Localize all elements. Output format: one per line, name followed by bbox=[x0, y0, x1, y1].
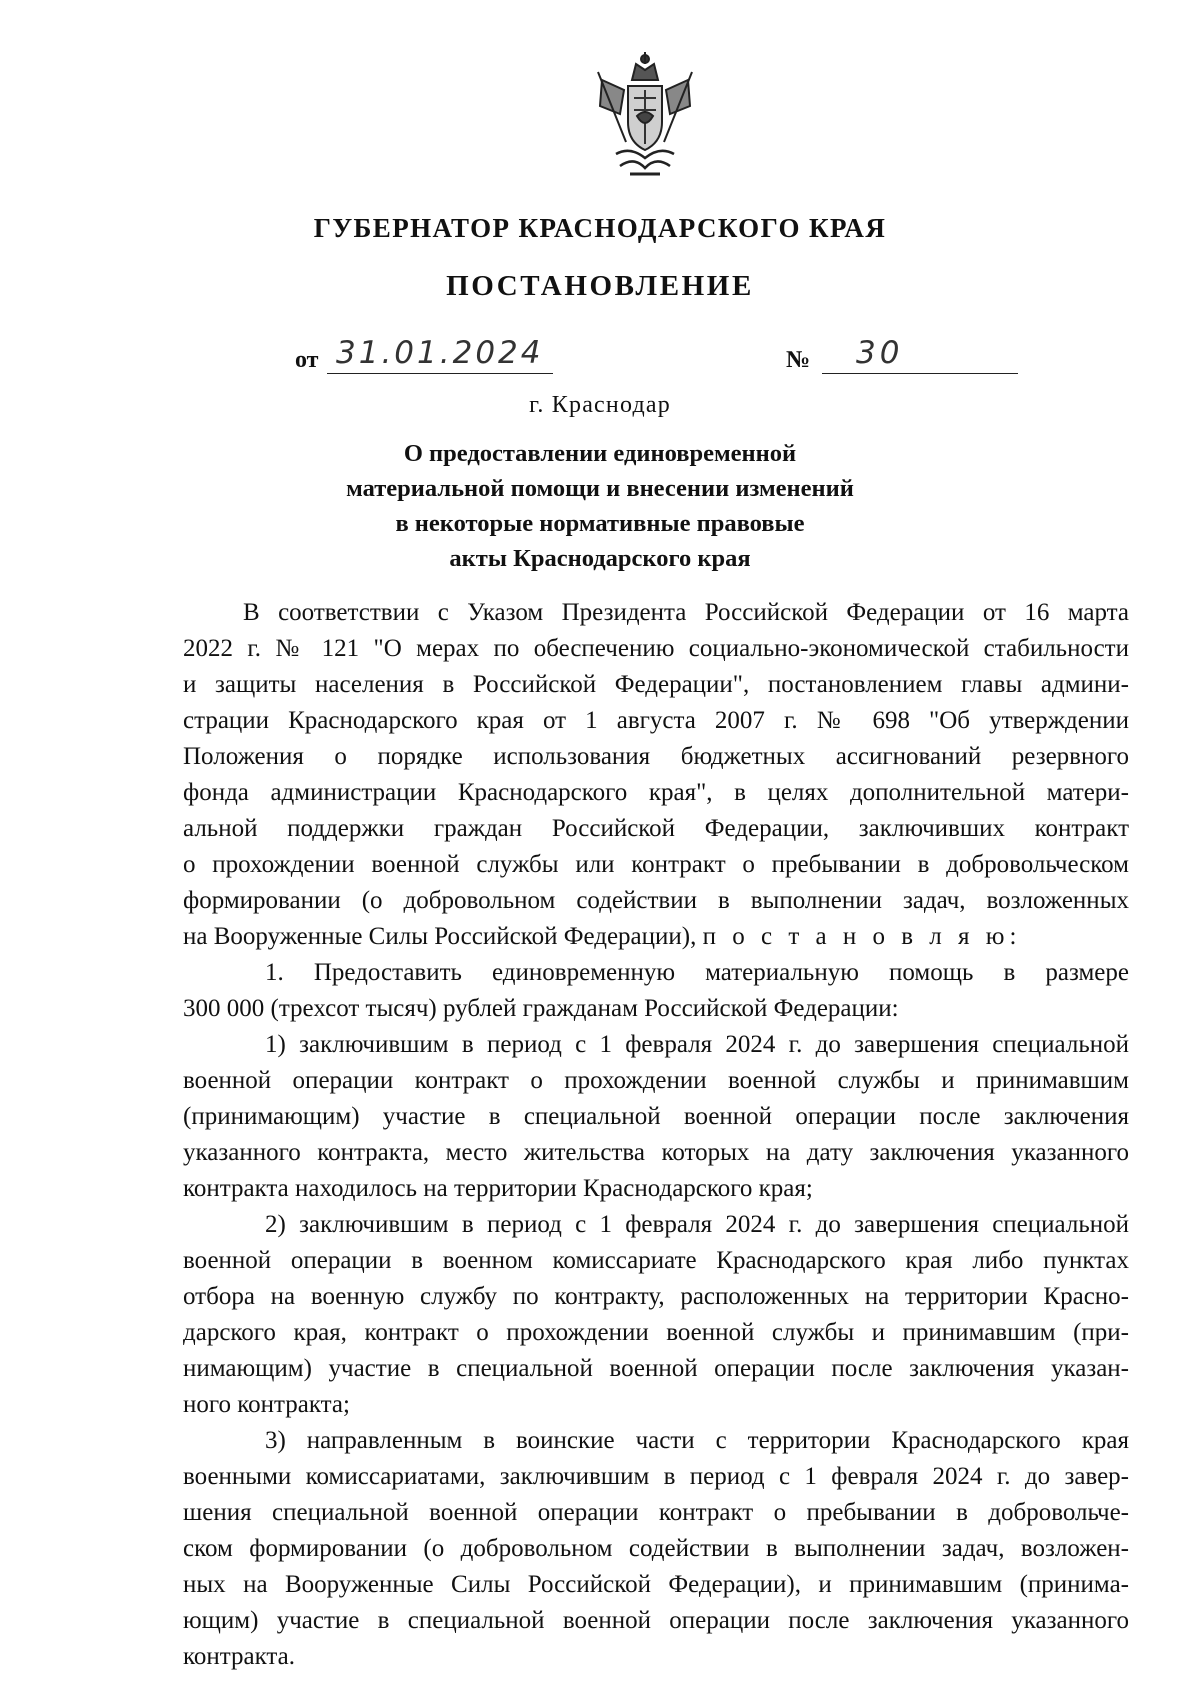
body-line: военными комиссариатами, заключившим в период с 1 февраля 2024 г. до завер- bbox=[183, 1463, 1129, 1490]
body-line: страции Краснодарского края от 1 августа 2007 г. № 698 "Об утверждении bbox=[183, 707, 1129, 734]
date-underline bbox=[327, 373, 553, 374]
document-title bbox=[300, 436, 900, 576]
body-line: 3) направленным в воинские части с территории Краснодарского края bbox=[265, 1427, 1129, 1454]
body-line: отбора на военную службу по контракту, расположенных на территории Красно- bbox=[183, 1283, 1129, 1310]
body-line: о прохождении военной службы или контракт о пребывании в добровольческом bbox=[183, 851, 1129, 878]
body-line: ных на Вооруженные Силы Российской Федерации), и принимавшим (принима- bbox=[183, 1571, 1129, 1598]
body-line: 300 000 (трехсот тысяч) рублей гражданам Российской Федерации: bbox=[183, 995, 899, 1022]
body-line: контракта находилось на территории Краснодарского края; bbox=[183, 1175, 813, 1202]
body-line: (принимающим) участие в специальной военной операции после заключения bbox=[183, 1103, 1129, 1130]
body-line: ного контракта; bbox=[183, 1391, 350, 1418]
document-date: 31.01.2024 bbox=[336, 335, 544, 371]
body-line: 2) заключившим в период с 1 февраля 2024 г. до завершения специальной bbox=[265, 1211, 1129, 1238]
body-line: военной операции контракт о прохождении военной службы и принимавшим bbox=[183, 1067, 1129, 1094]
body-line: ском формировании (о добровольном содействии в выполнении задач, возложен- bbox=[183, 1535, 1129, 1562]
body-line: фонда администрации Краснодарского края", в целях дополнительной матери- bbox=[183, 779, 1129, 806]
body-line: альной поддержки граждан Российской Федерации, заключивших контракт bbox=[183, 815, 1129, 842]
number-underline bbox=[822, 373, 1018, 374]
body-line: дарского края, контракт о прохождении военной службы и принимавшим (при- bbox=[183, 1319, 1129, 1346]
authority-heading: ГУБЕРНАТОР КРАСНОДАРСКОГО КРАЯ bbox=[313, 213, 887, 243]
body-line: 1. Предоставить единовременную материальную помощь в размере bbox=[265, 959, 1129, 986]
document-number: 30 bbox=[856, 335, 904, 371]
title-line: О предоставлении единовременной bbox=[403, 440, 797, 467]
title-line: акты Краснодарского края bbox=[449, 545, 751, 572]
body-line: 1) заключившим в период с 1 февраля 2024 г. до завершения специальной bbox=[265, 1031, 1129, 1058]
body-line: военной операции в военном комиссариате Краснодарского края либо пунктах bbox=[183, 1247, 1129, 1274]
body-line: нимающим) участие в специальной военной операции после заключения указан- bbox=[183, 1355, 1129, 1382]
coat-of-arms-icon bbox=[590, 50, 700, 178]
body-line: контракта. bbox=[183, 1643, 295, 1670]
body-line bbox=[183, 919, 1129, 955]
date-number-line bbox=[0, 335, 1200, 375]
resolution-word: п о с т а н о в л я ю: bbox=[702, 923, 1022, 950]
body-line: формировании (о добровольном содействии в выполнении задач, возложенных bbox=[183, 887, 1129, 914]
body-line: шения специальной военной операции контракт о пребывании в добровольче- bbox=[183, 1499, 1129, 1526]
body-line: ющим) участие в специальной военной операции после заключения указанного bbox=[183, 1607, 1129, 1634]
date-prefix: от bbox=[295, 347, 319, 373]
title-line: материальной помощи и внесении изменений bbox=[346, 475, 854, 502]
body-line: указанного контракта, место жительства которых на дату заключения указанного bbox=[183, 1139, 1129, 1166]
body-line: Положения о порядке использования бюджетных ассигнований резервного bbox=[183, 743, 1129, 770]
body-line: и защиты населения в Российской Федерации", постановлением главы админи- bbox=[183, 671, 1129, 698]
number-prefix: № bbox=[786, 347, 811, 373]
city-line: г. Краснодар bbox=[529, 392, 671, 418]
document-body bbox=[183, 595, 1129, 1675]
body-line: 2022 г. № 121 "О мерах по обеспечению социально-экономической стабильности bbox=[183, 635, 1129, 662]
document-type-heading: ПОСТАНОВЛЕНИЕ bbox=[446, 270, 754, 302]
body-line-text: на Вооруженные Силы Российской Федерации), bbox=[183, 923, 697, 950]
title-line: в некоторые нормативные правовые bbox=[395, 510, 805, 537]
body-line: В соответствии с Указом Президента Российской Федерации от 16 марта bbox=[243, 599, 1129, 626]
